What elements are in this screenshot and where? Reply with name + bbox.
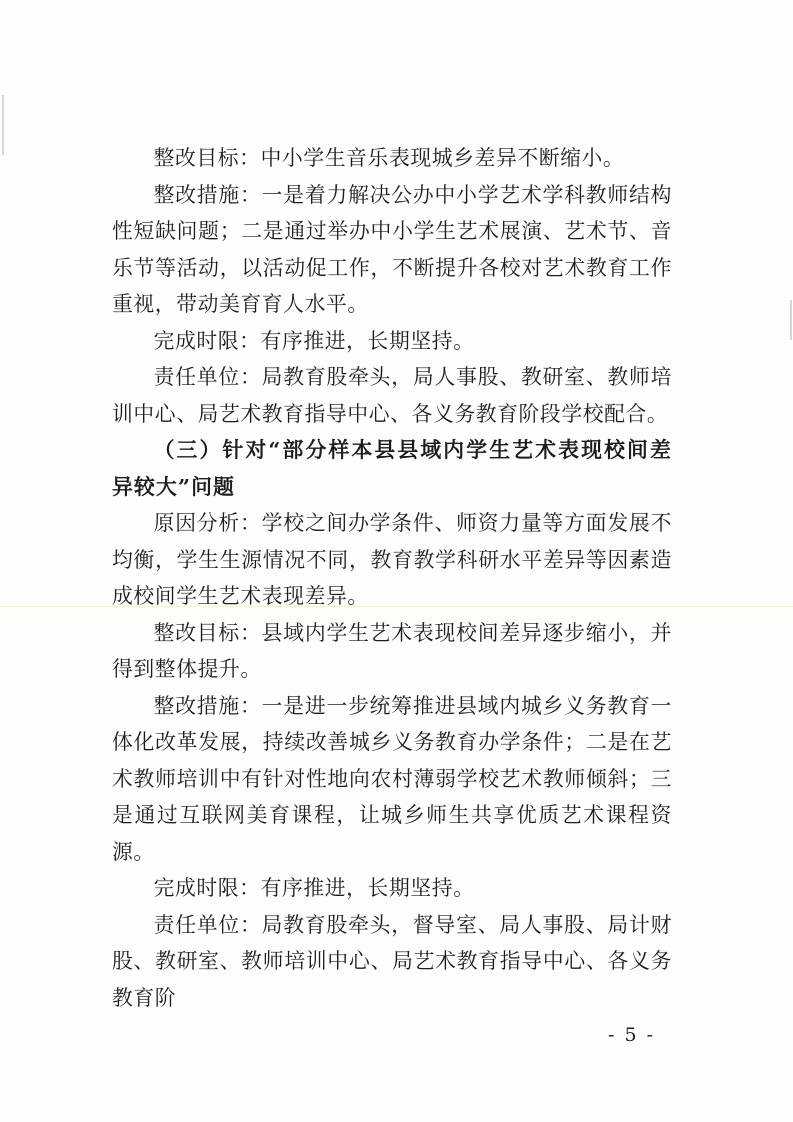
paragraph-rectification-measures-2: 整改措施：一是进一步统筹推进县域内城乡义务教育一体化改革发展，持续改善城乡义务教育办学条件；二是在艺术教师培训中有针对性地向农村薄弱学校艺术教师倾斜；三是通过互联网美育课程，让城乡师生共享优质艺术课程资源。: [112, 693, 672, 864]
paragraph-deadline-2: 完成时限：有序推进，长期坚持。: [153, 876, 475, 900]
scan-edge-mark: [2, 95, 4, 155]
paragraph-cause-analysis: 原因分析：学校之间办学条件、师资力量等方面发展不均衡，学生生源情况不同，教育教学科研水平差异等因素造成校间学生艺术表现差异。: [112, 511, 672, 608]
paragraph-responsible-units-1: 责任单位：局教育股牵头，局人事股、教研室、教师培训中心、局艺术教育指导中心、各义务教育阶段学校配合。: [112, 365, 672, 426]
scan-edge-mark: [790, 300, 792, 340]
page-number: - 5 -: [607, 1024, 655, 1046]
paragraph-rectification-goal-2: 整改目标：县域内学生艺术表现校间差异逐步缩小，并得到整体提升。: [112, 620, 672, 681]
section-heading-3: （三）针对“部分样本县县域内学生艺术表现校间差异较大”问题: [112, 437, 672, 499]
paragraph-responsible-units-2: 责任单位：局教育股牵头，督导室、局人事股、局计财股、教研室、教师培训中心、局艺术教育指导中心、各义务教育阶: [112, 912, 672, 1010]
paragraph-rectification-measures-1: 整改措施：一是着力解决公办中小学艺术学科教师结构性短缺问题；二是通过举办中小学生艺术展演、艺术节、音乐节等活动，以活动促工作，不断提升各校对艺术教育工作重视，带动美育育人水平。: [112, 182, 672, 316]
paragraph-rectification-goal-1: 整改目标：中小学生音乐表现城乡差异不断缩小。: [153, 146, 625, 170]
paragraph-deadline-1: 完成时限：有序推进，长期坚持。: [153, 328, 475, 353]
document-body: [112, 140, 672, 1016]
